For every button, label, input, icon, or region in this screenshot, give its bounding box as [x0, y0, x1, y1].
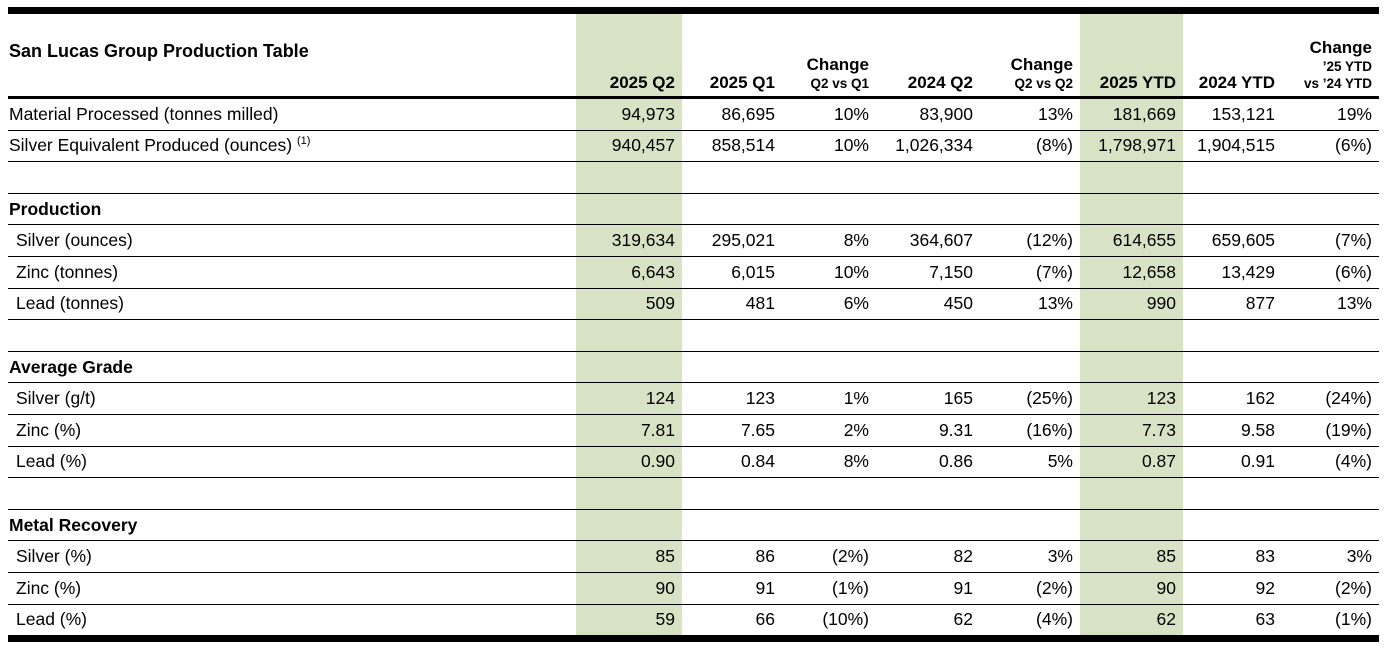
cell: 614,655: [1080, 225, 1183, 257]
cell: (6%): [1282, 256, 1379, 288]
cell: 92: [1183, 572, 1282, 604]
row-label: [8, 604, 576, 639]
cell: [782, 162, 876, 194]
cell: 90: [1080, 572, 1183, 604]
cell: (1%): [782, 572, 876, 604]
cell: [1282, 320, 1379, 352]
cell: (2%): [980, 572, 1080, 604]
row-label: [8, 193, 576, 225]
cell: 86,695: [682, 98, 782, 131]
cell: 6,643: [576, 256, 682, 288]
cell: [1183, 162, 1282, 194]
cell: 10%: [782, 98, 876, 131]
cell: 9.58: [1183, 414, 1282, 446]
cell: (16%): [980, 414, 1080, 446]
column-label: 2024 Q2: [907, 72, 973, 92]
cell: 91: [682, 572, 782, 604]
cell: [980, 193, 1080, 225]
cell: [876, 509, 980, 541]
cell: [1183, 320, 1282, 352]
row-label-text: Zinc (%): [16, 577, 82, 598]
table-row: [8, 256, 1379, 288]
cell: [1183, 478, 1282, 510]
blank-row: [8, 478, 1379, 510]
cell: (7%): [1282, 225, 1379, 257]
row-label: [8, 320, 576, 352]
cell: [980, 162, 1080, 194]
cell: 124: [576, 383, 682, 415]
blank-row: [8, 162, 1379, 194]
cell: [980, 351, 1080, 383]
cell: [1282, 193, 1379, 225]
cell: [1080, 478, 1183, 510]
cell: 62: [1080, 604, 1183, 639]
cell: [576, 351, 682, 383]
table-body: [8, 98, 1379, 639]
column-sublabel: vs ’24 YTD: [1303, 76, 1372, 92]
cell: 7.81: [576, 414, 682, 446]
table-row: [8, 414, 1379, 446]
cell: [1282, 509, 1379, 541]
cell: [876, 478, 980, 510]
cell: [1282, 478, 1379, 510]
row-label: [8, 98, 576, 131]
cell: [682, 478, 782, 510]
column-label: 2024 YTD: [1198, 72, 1275, 92]
table-row: [8, 383, 1379, 415]
cell: [682, 193, 782, 225]
row-label: [8, 225, 576, 257]
row-label: [8, 541, 576, 573]
cell: [782, 351, 876, 383]
column-header: [1183, 11, 1282, 98]
cell: 9.31: [876, 414, 980, 446]
cell: 13%: [980, 98, 1080, 131]
row-label: [8, 162, 576, 194]
cell: [1080, 320, 1183, 352]
cell: 0.90: [576, 446, 682, 478]
cell: 94,973: [576, 98, 682, 131]
row-label-text: Metal Recovery: [9, 514, 138, 535]
table-row: [8, 130, 1379, 162]
cell: 858,514: [682, 130, 782, 162]
row-label-text: Zinc (%): [16, 419, 82, 440]
table-row: [8, 225, 1379, 257]
cell: [576, 478, 682, 510]
row-label-text: Silver Equivalent Produced (ounces): [9, 135, 293, 156]
cell: 1,026,334: [876, 130, 980, 162]
cell: 83: [1183, 541, 1282, 573]
row-label-text: Average Grade: [9, 356, 133, 377]
column-header: [682, 11, 782, 98]
cell: (12%): [980, 225, 1080, 257]
column-header: [1080, 11, 1183, 98]
cell: 295,021: [682, 225, 782, 257]
cell: (6%): [1282, 130, 1379, 162]
column-sublabel: Q2 vs Q1: [810, 76, 869, 92]
column-header: [980, 11, 1080, 98]
cell: [682, 351, 782, 383]
cell: (4%): [1282, 446, 1379, 478]
cell: 0.91: [1183, 446, 1282, 478]
column-label: Change: [806, 55, 869, 75]
cell: 85: [1080, 541, 1183, 573]
cell: [1183, 351, 1282, 383]
column-label: Change: [1309, 37, 1372, 57]
blank-row: [8, 320, 1379, 352]
row-label-text: Zinc (tonnes): [16, 261, 119, 282]
cell: 0.84: [682, 446, 782, 478]
cell: [1080, 509, 1183, 541]
cell: 153,121: [1183, 98, 1282, 131]
table-row: [8, 604, 1379, 639]
cell: [1080, 162, 1183, 194]
cell: [682, 320, 782, 352]
cell: 509: [576, 288, 682, 320]
cell: (7%): [980, 256, 1080, 288]
row-label: [8, 256, 576, 288]
cell: [576, 509, 682, 541]
column-header: [1282, 11, 1379, 98]
column-sublabel: Q2 vs Q2: [1014, 76, 1073, 92]
cell: 63: [1183, 604, 1282, 639]
cell: [876, 351, 980, 383]
cell: [576, 193, 682, 225]
cell: [1183, 509, 1282, 541]
cell: 364,607: [876, 225, 980, 257]
row-label-text: Silver (ounces): [16, 230, 133, 251]
cell: 59: [576, 604, 682, 639]
cell: (25%): [980, 383, 1080, 415]
cell: [682, 162, 782, 194]
cell: [980, 509, 1080, 541]
page-title: San Lucas Group Production Table: [8, 11, 576, 98]
row-label-text: Material Processed (tonnes milled): [9, 103, 279, 124]
row-label: [8, 288, 576, 320]
cell: 165: [876, 383, 980, 415]
cell: 6%: [782, 288, 876, 320]
cell: 123: [682, 383, 782, 415]
cell: 3%: [980, 541, 1080, 573]
row-label: [8, 130, 576, 162]
row-label-text: Lead (%): [16, 451, 88, 472]
cell: 62: [876, 604, 980, 639]
production-table: [8, 7, 1379, 642]
cell: (2%): [782, 541, 876, 573]
cell: [782, 193, 876, 225]
cell: [980, 320, 1080, 352]
cell: (4%): [980, 604, 1080, 639]
table-row: [8, 572, 1379, 604]
cell: 659,605: [1183, 225, 1282, 257]
row-label: [8, 478, 576, 510]
cell: 12,658: [1080, 256, 1183, 288]
cell: 7.65: [682, 414, 782, 446]
column-label: Change: [1010, 55, 1073, 75]
column-label: 2025 Q2: [609, 72, 675, 92]
table-row: [8, 98, 1379, 131]
cell: 6,015: [682, 256, 782, 288]
cell: [876, 162, 980, 194]
cell: 10%: [782, 130, 876, 162]
cell: [1183, 193, 1282, 225]
section-row: [8, 351, 1379, 383]
cell: 319,634: [576, 225, 682, 257]
cell: 66: [682, 604, 782, 639]
row-label-text: Lead (%): [16, 609, 88, 630]
row-label: [8, 351, 576, 383]
cell: 86: [682, 541, 782, 573]
row-label-text: Lead (tonnes): [16, 293, 124, 314]
cell: 481: [682, 288, 782, 320]
cell: [980, 478, 1080, 510]
column-sublabel: ’25 YTD: [1322, 58, 1372, 74]
row-label: [8, 414, 576, 446]
cell: 7,150: [876, 256, 980, 288]
cell: 13,429: [1183, 256, 1282, 288]
cell: 13%: [1282, 288, 1379, 320]
row-label-text: Silver (g/t): [16, 388, 96, 409]
cell: 1,798,971: [1080, 130, 1183, 162]
cell: 82: [876, 541, 980, 573]
cell: 123: [1080, 383, 1183, 415]
cell: 83,900: [876, 98, 980, 131]
cell: 5%: [980, 446, 1080, 478]
cell: 450: [876, 288, 980, 320]
section-row: [8, 509, 1379, 541]
cell: 1,904,515: [1183, 130, 1282, 162]
header-row: [8, 11, 1379, 98]
cell: [876, 320, 980, 352]
table-row: [8, 446, 1379, 478]
cell: 10%: [782, 256, 876, 288]
row-label: [8, 509, 576, 541]
cell: (10%): [782, 604, 876, 639]
row-label: [8, 383, 576, 415]
section-row: [8, 193, 1379, 225]
cell: 19%: [1282, 98, 1379, 131]
cell: [782, 478, 876, 510]
table-row: [8, 541, 1379, 573]
cell: [782, 320, 876, 352]
cell: 162: [1183, 383, 1282, 415]
cell: [1080, 351, 1183, 383]
cell: 90: [576, 572, 682, 604]
row-label-text: Silver (%): [16, 546, 92, 567]
cell: [576, 320, 682, 352]
cell: [1282, 351, 1379, 383]
column-label: 2025 Q1: [709, 72, 775, 92]
cell: 13%: [980, 288, 1080, 320]
cell: 8%: [782, 225, 876, 257]
cell: 0.86: [876, 446, 980, 478]
cell: (8%): [980, 130, 1080, 162]
cell: 3%: [1282, 541, 1379, 573]
cell: [1080, 193, 1183, 225]
cell: (24%): [1282, 383, 1379, 415]
row-label-text: Production: [9, 198, 102, 219]
cell: [682, 509, 782, 541]
cell: (2%): [1282, 572, 1379, 604]
cell: (19%): [1282, 414, 1379, 446]
cell: 940,457: [576, 130, 682, 162]
column-label: 2025 YTD: [1099, 72, 1176, 92]
cell: 7.73: [1080, 414, 1183, 446]
cell: 990: [1080, 288, 1183, 320]
column-header: [876, 11, 980, 98]
cell: (1%): [1282, 604, 1379, 639]
cell: 8%: [782, 446, 876, 478]
footnote-marker: (1): [296, 135, 311, 148]
cell: 1%: [782, 383, 876, 415]
cell: [1282, 162, 1379, 194]
cell: 85: [576, 541, 682, 573]
cell: [576, 162, 682, 194]
table-row: [8, 288, 1379, 320]
cell: [782, 509, 876, 541]
cell: 91: [876, 572, 980, 604]
cell: 0.87: [1080, 446, 1183, 478]
cell: 877: [1183, 288, 1282, 320]
row-label: [8, 572, 576, 604]
column-header: [576, 11, 682, 98]
row-label: [8, 446, 576, 478]
cell: 181,669: [1080, 98, 1183, 131]
cell: 2%: [782, 414, 876, 446]
column-header: [782, 11, 876, 98]
cell: [876, 193, 980, 225]
